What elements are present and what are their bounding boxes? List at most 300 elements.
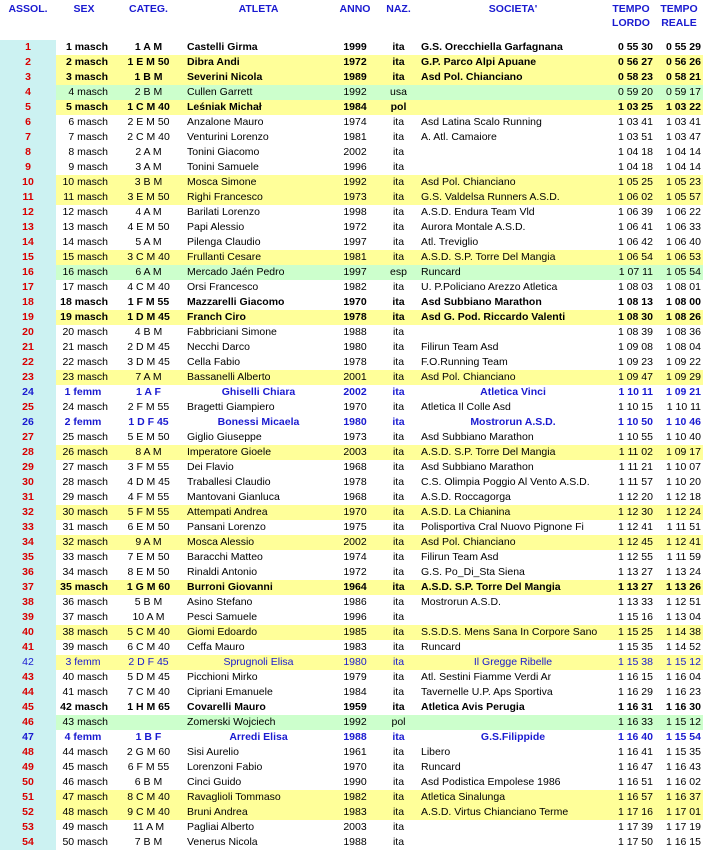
cell-category: 1 F M 55 <box>127 296 170 308</box>
cell-club <box>419 610 607 625</box>
cell-sex-rank: 26 masch <box>56 445 112 460</box>
cell-category: 4 B M <box>134 326 163 338</box>
cell-category: 1 C M 40 <box>112 100 185 115</box>
cell-position: 5 <box>0 100 56 115</box>
cell-year: 1979 <box>343 671 367 683</box>
cell-athlete: Castelli Girma <box>187 41 258 53</box>
cell-club: Asd G. Pod. Riccardo Valenti <box>419 310 607 325</box>
cell-nationality: ita <box>392 701 405 713</box>
cell-athlete: Tonini Samuele <box>187 161 259 173</box>
cell-year: 1997 <box>343 236 367 248</box>
table-row <box>0 175 703 190</box>
cell-position: 37 <box>0 580 56 595</box>
cell-gross-time: 1 10 15 <box>617 401 653 413</box>
cell-gross-time: 1 11 21 <box>618 461 653 473</box>
cell-position: 32 <box>0 505 56 520</box>
cell-year: 1968 <box>343 491 367 503</box>
cell-net-time: 1 05 54 <box>655 265 703 280</box>
table-row <box>0 565 703 580</box>
cell-athlete: Traballesi Claudio <box>187 476 271 488</box>
cell-club: Libero <box>421 746 451 758</box>
cell-nationality: ita <box>392 596 405 608</box>
cell-club: A.S.D. La Chianina <box>419 505 607 520</box>
cell-club: A.S.D. S.P. Torre Del Mangia <box>419 445 607 460</box>
cell-year: 1999 <box>343 41 367 53</box>
cell-sex-rank: 47 masch <box>56 790 112 805</box>
cell-sex-rank: 9 masch <box>68 161 108 173</box>
cell-nationality: ita <box>392 821 405 833</box>
cell-net-time: 0 58 21 <box>655 70 703 85</box>
cell-position: 43 <box>0 670 56 685</box>
table-row <box>0 805 703 820</box>
cell-category: 5 D M 45 <box>127 671 170 683</box>
cell-position: 44 <box>0 685 56 700</box>
cell-net-time: 1 09 29 <box>655 370 703 385</box>
table-row <box>0 145 703 160</box>
cell-club <box>419 145 607 160</box>
cell-nationality: ita <box>392 836 405 848</box>
cell-year: 1970 <box>343 296 367 308</box>
cell-gross-time: 1 17 16 <box>607 805 655 820</box>
cell-position: 3 <box>0 70 56 85</box>
cell-category: 4 F M 55 <box>127 491 170 503</box>
cell-year: 1978 <box>343 476 367 488</box>
cell-athlete: Leśniak Michał <box>185 100 332 115</box>
cell-club: G.P. Parco Alpi Apuane <box>419 55 607 70</box>
cell-athlete: Anzalone Mauro <box>187 116 264 128</box>
table-row <box>0 535 703 550</box>
cell-club: A.S.D. Roccagorga <box>421 491 511 503</box>
cell-nationality: ita <box>392 416 405 428</box>
cell-position: 4 <box>0 85 56 100</box>
cell-category: 3 D M 45 <box>127 356 170 368</box>
cell-position: 41 <box>0 640 56 655</box>
cell-year: 1975 <box>343 521 367 533</box>
cell-year: 1992 <box>332 715 378 730</box>
cell-athlete: Frullanti Cesare <box>185 250 332 265</box>
cell-position: 2 <box>0 55 56 70</box>
cell-gross-time: 1 13 27 <box>617 566 653 578</box>
cell-athlete: Pilenga Claudio <box>187 236 261 248</box>
cell-year: 1972 <box>343 566 367 578</box>
cell-athlete: Orsi Francesco <box>187 281 259 293</box>
cell-gross-time: 1 06 39 <box>617 206 653 218</box>
cell-net-time: 1 08 01 <box>665 281 701 293</box>
cell-nationality: ita <box>392 476 405 488</box>
table-row <box>0 490 703 505</box>
cell-nationality: ita <box>392 326 405 338</box>
cell-net-time: 1 04 14 <box>665 146 701 158</box>
cell-athlete: Franch Ciro <box>185 310 332 325</box>
cell-year: 1970 <box>343 401 367 413</box>
cell-sex-rank: 5 masch <box>56 100 112 115</box>
table-row <box>0 700 703 715</box>
cell-net-time: 0 59 17 <box>655 85 703 100</box>
cell-gross-time: 1 10 50 <box>617 416 653 428</box>
cell-year: 1973 <box>332 190 378 205</box>
cell-year: 1990 <box>343 776 367 788</box>
cell-net-time: 0 56 26 <box>655 55 703 70</box>
cell-category: 3 A M <box>135 161 162 173</box>
table-row <box>0 325 703 340</box>
cell-athlete: Righi Francesco <box>185 190 332 205</box>
cell-gross-time: 1 16 29 <box>617 686 653 698</box>
cell-club: Asd Pol. Chianciano <box>419 370 607 385</box>
cell-sex-rank: 32 masch <box>56 535 112 550</box>
cell-category: 9 A M <box>112 535 185 550</box>
table-row <box>0 220 703 235</box>
cell-category: 3 B M <box>112 175 185 190</box>
cell-category: 1 A F <box>136 386 161 398</box>
cell-nationality: usa <box>378 85 419 100</box>
cell-category: 5 F M 55 <box>112 505 185 520</box>
cell-nationality: ita <box>378 310 419 325</box>
cell-nationality: ita <box>378 580 419 595</box>
cell-nationality: ita <box>392 566 405 578</box>
cell-athlete: Arredi Elisa <box>229 731 288 743</box>
cell-nationality: ita <box>392 551 405 563</box>
header-gross-time <box>607 0 655 40</box>
cell-position: 39 <box>0 610 56 625</box>
cell-net-time: 1 06 40 <box>665 236 701 248</box>
table-row <box>0 40 703 55</box>
cell-sex-rank: 24 masch <box>62 401 108 413</box>
cell-net-time: 1 16 15 <box>665 836 701 848</box>
cell-nationality: ita <box>392 746 405 758</box>
cell-category: 3 F M 55 <box>127 461 170 473</box>
cell-club: A.S.D. S.P. Torre Del Mangia <box>419 580 607 595</box>
cell-gross-time: 1 06 41 <box>617 221 653 233</box>
cell-sex-rank: 17 masch <box>62 281 108 293</box>
cell-sex-rank: 12 masch <box>62 206 108 218</box>
cell-year: 2002 <box>343 386 367 398</box>
cell-sex-rank: 10 masch <box>56 175 112 190</box>
cell-nationality: pol <box>378 100 419 115</box>
cell-gross-time: 1 16 33 <box>607 715 655 730</box>
cell-athlete: Bruni Andrea <box>185 805 332 820</box>
cell-year: 2003 <box>332 445 378 460</box>
cell-club: G.S.Filippide <box>480 731 546 743</box>
table-row <box>0 370 703 385</box>
cell-nationality: ita <box>378 370 419 385</box>
header-club: SOCIETA' <box>488 3 538 15</box>
cell-category: 6 E M 50 <box>127 521 170 533</box>
cell-position: 30 <box>0 475 56 490</box>
cell-sex-rank: 50 masch <box>62 836 108 848</box>
cell-category: 7 B M <box>134 836 163 848</box>
cell-sex-rank: 39 masch <box>62 641 108 653</box>
cell-category: 2 A M <box>135 146 162 158</box>
cell-gross-time: 1 13 27 <box>607 580 655 595</box>
cell-net-time: 1 15 12 <box>655 715 703 730</box>
cell-net-time: 1 11 51 <box>666 521 701 533</box>
cell-athlete: Rinaldi Antonio <box>187 566 258 578</box>
table-row <box>0 355 703 370</box>
cell-net-time: 1 16 30 <box>665 701 701 713</box>
cell-position: 18 <box>0 295 56 310</box>
cell-athlete: Tonini Giacomo <box>187 146 260 158</box>
cell-year: 1983 <box>343 641 367 653</box>
cell-athlete: Papi Alessio <box>187 221 245 233</box>
cell-year: 1978 <box>332 310 378 325</box>
table-row <box>0 760 703 775</box>
cell-athlete: Attempati Andrea <box>185 505 332 520</box>
cell-athlete: Giomi Edoardo <box>185 625 332 640</box>
cell-club: Asd Pol. Chianciano <box>419 175 607 190</box>
cell-club: Filirun Team Asd <box>421 341 499 353</box>
cell-net-time: 1 16 43 <box>665 761 701 773</box>
cell-net-time: 1 13 04 <box>665 611 701 623</box>
cell-net-time: 1 08 04 <box>665 341 701 353</box>
cell-club: Atl. Sestini Fiamme Verdi Ar <box>421 671 552 683</box>
cell-year: 1980 <box>332 655 378 670</box>
cell-gross-time: 1 16 40 <box>617 731 653 743</box>
cell-category: 6 A M <box>112 265 185 280</box>
cell-category: 4 A M <box>135 206 162 218</box>
cell-category: 8 E M 50 <box>127 566 170 578</box>
cell-gross-time: 1 16 41 <box>617 746 653 758</box>
cell-club: Aurora Montale A.S.D. <box>421 221 526 233</box>
table-row <box>0 655 703 670</box>
cell-category: 2 D F 45 <box>112 655 185 670</box>
cell-category: 1 D F 45 <box>128 416 169 428</box>
cell-athlete: Pesci Samuele <box>187 611 258 623</box>
cell-position: 15 <box>0 250 56 265</box>
cell-athlete: Mazzarelli Giacomo <box>187 296 285 308</box>
cell-category: 1 E M 50 <box>112 55 185 70</box>
table-row <box>0 550 703 565</box>
table-row <box>0 790 703 805</box>
cell-athlete: Dei Flavio <box>187 461 234 473</box>
cell-net-time: 1 03 22 <box>655 100 703 115</box>
cell-sex-rank: 46 masch <box>62 776 108 788</box>
cell-nationality: ita <box>392 41 405 53</box>
table-row <box>0 430 703 445</box>
table-row <box>0 115 703 130</box>
cell-position: 48 <box>0 745 56 760</box>
table-row <box>0 295 703 310</box>
cell-athlete: Cipriani Emanuele <box>187 686 273 698</box>
cell-position: 42 <box>0 655 56 670</box>
cell-year: 1981 <box>343 131 367 143</box>
cell-athlete: Venturini Lorenzo <box>187 131 269 143</box>
cell-net-time: 1 04 14 <box>665 161 701 173</box>
cell-club: Asd Subbiano Marathon <box>421 296 542 308</box>
cell-nationality: ita <box>378 625 419 640</box>
cell-position: 16 <box>0 265 56 280</box>
cell-position: 27 <box>0 430 56 445</box>
cell-position: 7 <box>0 130 56 145</box>
cell-club: Runcard <box>421 761 461 773</box>
cell-position: 17 <box>0 280 56 295</box>
cell-club: U. P.Policiano Arezzo Atletica <box>421 281 558 293</box>
cell-gross-time: 1 16 47 <box>617 761 653 773</box>
cell-athlete: Barilati Lorenzo <box>187 206 260 218</box>
cell-nationality: ita <box>392 776 405 788</box>
cell-year: 1984 <box>332 100 378 115</box>
cell-club: F.O.Running Team <box>421 356 508 368</box>
cell-position: 10 <box>0 175 56 190</box>
cell-net-time: 1 10 40 <box>665 431 701 443</box>
cell-net-time: 1 16 23 <box>665 686 701 698</box>
cell-athlete: Ghiselli Chiara <box>221 386 296 398</box>
cell-athlete: Severini Nicola <box>185 70 332 85</box>
table-row <box>0 610 703 625</box>
cell-club: Atletica Avis Perugia <box>421 701 525 713</box>
cell-sex-rank: 37 masch <box>62 611 108 623</box>
cell-club <box>419 715 607 730</box>
cell-sex-rank: 36 masch <box>62 596 108 608</box>
cell-category: 3 E M 50 <box>112 190 185 205</box>
cell-gross-time: 1 15 35 <box>617 641 653 653</box>
cell-gross-time: 1 03 41 <box>617 116 653 128</box>
cell-gross-time: 1 11 57 <box>618 476 653 488</box>
table-row <box>0 70 703 85</box>
cell-net-time: 1 14 52 <box>665 641 701 653</box>
cell-sex-rank: 15 masch <box>56 250 112 265</box>
cell-category: 11 A M <box>132 821 165 833</box>
cell-nationality: ita <box>392 341 405 353</box>
table-row <box>0 280 703 295</box>
header-year: ANNO <box>339 3 371 15</box>
cell-year: 2002 <box>332 535 378 550</box>
cell-club: Asd Latina Scalo Running <box>421 116 542 128</box>
table-row <box>0 310 703 325</box>
cell-year: 1992 <box>332 85 378 100</box>
cell-category: 1 B F <box>135 731 162 743</box>
cell-year: 2001 <box>332 370 378 385</box>
cell-net-time: 1 15 35 <box>665 746 701 758</box>
cell-net-time: 1 12 41 <box>655 535 703 550</box>
cell-year: 1980 <box>343 416 367 428</box>
cell-sex-rank: 38 masch <box>56 625 112 640</box>
cell-nationality: ita <box>392 146 405 158</box>
cell-nationality: ita <box>392 116 405 128</box>
header-gross-line2: LORDO <box>612 17 650 29</box>
cell-position: 14 <box>0 235 56 250</box>
table-row <box>0 400 703 415</box>
cell-net-time: 1 12 24 <box>655 505 703 520</box>
table-row <box>0 445 703 460</box>
cell-category: 1 A M <box>134 41 163 53</box>
cell-year: 1974 <box>343 116 367 128</box>
cell-sex-rank: 13 masch <box>62 221 108 233</box>
cell-category: 6 C M 40 <box>127 641 170 653</box>
cell-category: 4 E M 50 <box>127 221 170 233</box>
cell-athlete: Mantovani Gianluca <box>187 491 280 503</box>
cell-nationality: ita <box>392 611 405 623</box>
cell-nationality: ita <box>392 671 405 683</box>
cell-sex-rank: 31 masch <box>62 521 108 533</box>
cell-category: 8 C M 40 <box>112 790 185 805</box>
cell-club: S.S.D.S. Mens Sana In Corpore Sano <box>419 625 607 640</box>
cell-position: 35 <box>0 550 56 565</box>
cell-sex-rank: 28 masch <box>62 476 108 488</box>
cell-club: Atletica Sinalunga <box>419 790 607 805</box>
cell-year: 2003 <box>343 821 367 833</box>
cell-gross-time: 1 17 39 <box>617 821 653 833</box>
cell-nationality: ita <box>378 55 419 70</box>
cell-year: 1980 <box>343 341 367 353</box>
cell-athlete: Mosca Alessio <box>185 535 332 550</box>
cell-category: 5 B M <box>134 596 163 608</box>
cell-year: 1982 <box>343 281 367 293</box>
cell-position: 28 <box>0 445 56 460</box>
cell-athlete: Cinci Guido <box>187 776 242 788</box>
table-row <box>0 640 703 655</box>
cell-category <box>112 715 185 730</box>
cell-year: 1996 <box>343 161 367 173</box>
header-gross-line1: TEMPO <box>612 3 650 15</box>
results-body <box>0 40 703 850</box>
cell-net-time: 1 10 46 <box>665 416 701 428</box>
cell-club: Atletica Vinci <box>480 386 546 398</box>
cell-athlete: Venerus Nicola <box>187 836 258 848</box>
cell-athlete: Sisi Aurelio <box>187 746 239 758</box>
cell-sex-rank: 6 masch <box>68 116 108 128</box>
cell-net-time: 1 08 00 <box>665 296 701 308</box>
cell-nationality: ita <box>392 221 405 233</box>
table-row <box>0 625 703 640</box>
cell-nationality: ita <box>392 281 405 293</box>
cell-net-time: 1 09 17 <box>655 445 703 460</box>
cell-club: G.S. Orecchiella Garfagnana <box>421 41 563 53</box>
cell-athlete: Ceffa Mauro <box>187 641 245 653</box>
cell-net-time: 0 55 29 <box>665 41 701 53</box>
cell-sex-rank: 34 masch <box>62 566 108 578</box>
cell-club: G.S. Po_Di_Sta Siena <box>421 566 525 578</box>
cell-category: 4 D M 45 <box>127 476 170 488</box>
cell-gross-time: 1 13 33 <box>617 596 653 608</box>
cell-nationality: ita <box>392 641 405 653</box>
cell-club: Mostrorun A.S.D. <box>421 596 501 608</box>
cell-position: 8 <box>0 145 56 160</box>
cell-sex-rank: 3 femm <box>56 655 112 670</box>
cell-position: 29 <box>0 460 56 475</box>
cell-gross-time: 1 04 18 <box>617 161 653 173</box>
cell-athlete: Lorenzoni Fabio <box>187 761 263 773</box>
cell-net-time: 1 08 36 <box>665 326 701 338</box>
cell-nationality: ita <box>378 655 419 670</box>
table-row <box>0 730 703 745</box>
cell-category: 5 E M 50 <box>127 431 170 443</box>
cell-nationality: ita <box>378 70 419 85</box>
cell-gross-time: 1 03 25 <box>607 100 655 115</box>
cell-sex-rank: 41 masch <box>62 686 108 698</box>
cell-sex-rank: 45 masch <box>62 761 108 773</box>
cell-nationality: esp <box>378 265 419 280</box>
cell-club: Asd Subbiano Marathon <box>421 461 534 473</box>
cell-club: Atl. Treviglio <box>421 236 479 248</box>
cell-sex-rank: 11 masch <box>56 190 112 205</box>
cell-club: Asd Subbiano Marathon <box>421 431 534 443</box>
table-row <box>0 190 703 205</box>
cell-category: 1 G M 60 <box>112 580 185 595</box>
cell-position: 13 <box>0 220 56 235</box>
cell-nationality: ita <box>378 805 419 820</box>
cell-nationality: ita <box>392 296 405 308</box>
cell-position: 20 <box>0 325 56 340</box>
cell-gross-time: 1 06 42 <box>617 236 653 248</box>
cell-gross-time: 1 05 25 <box>607 175 655 190</box>
cell-category: 2 G M 60 <box>126 746 171 758</box>
cell-category: 3 C M 40 <box>112 250 185 265</box>
cell-nationality: ita <box>378 445 419 460</box>
cell-position: 40 <box>0 625 56 640</box>
cell-net-time: 1 03 47 <box>665 131 701 143</box>
cell-position: 34 <box>0 535 56 550</box>
cell-athlete: Burroni Giovanni <box>185 580 332 595</box>
